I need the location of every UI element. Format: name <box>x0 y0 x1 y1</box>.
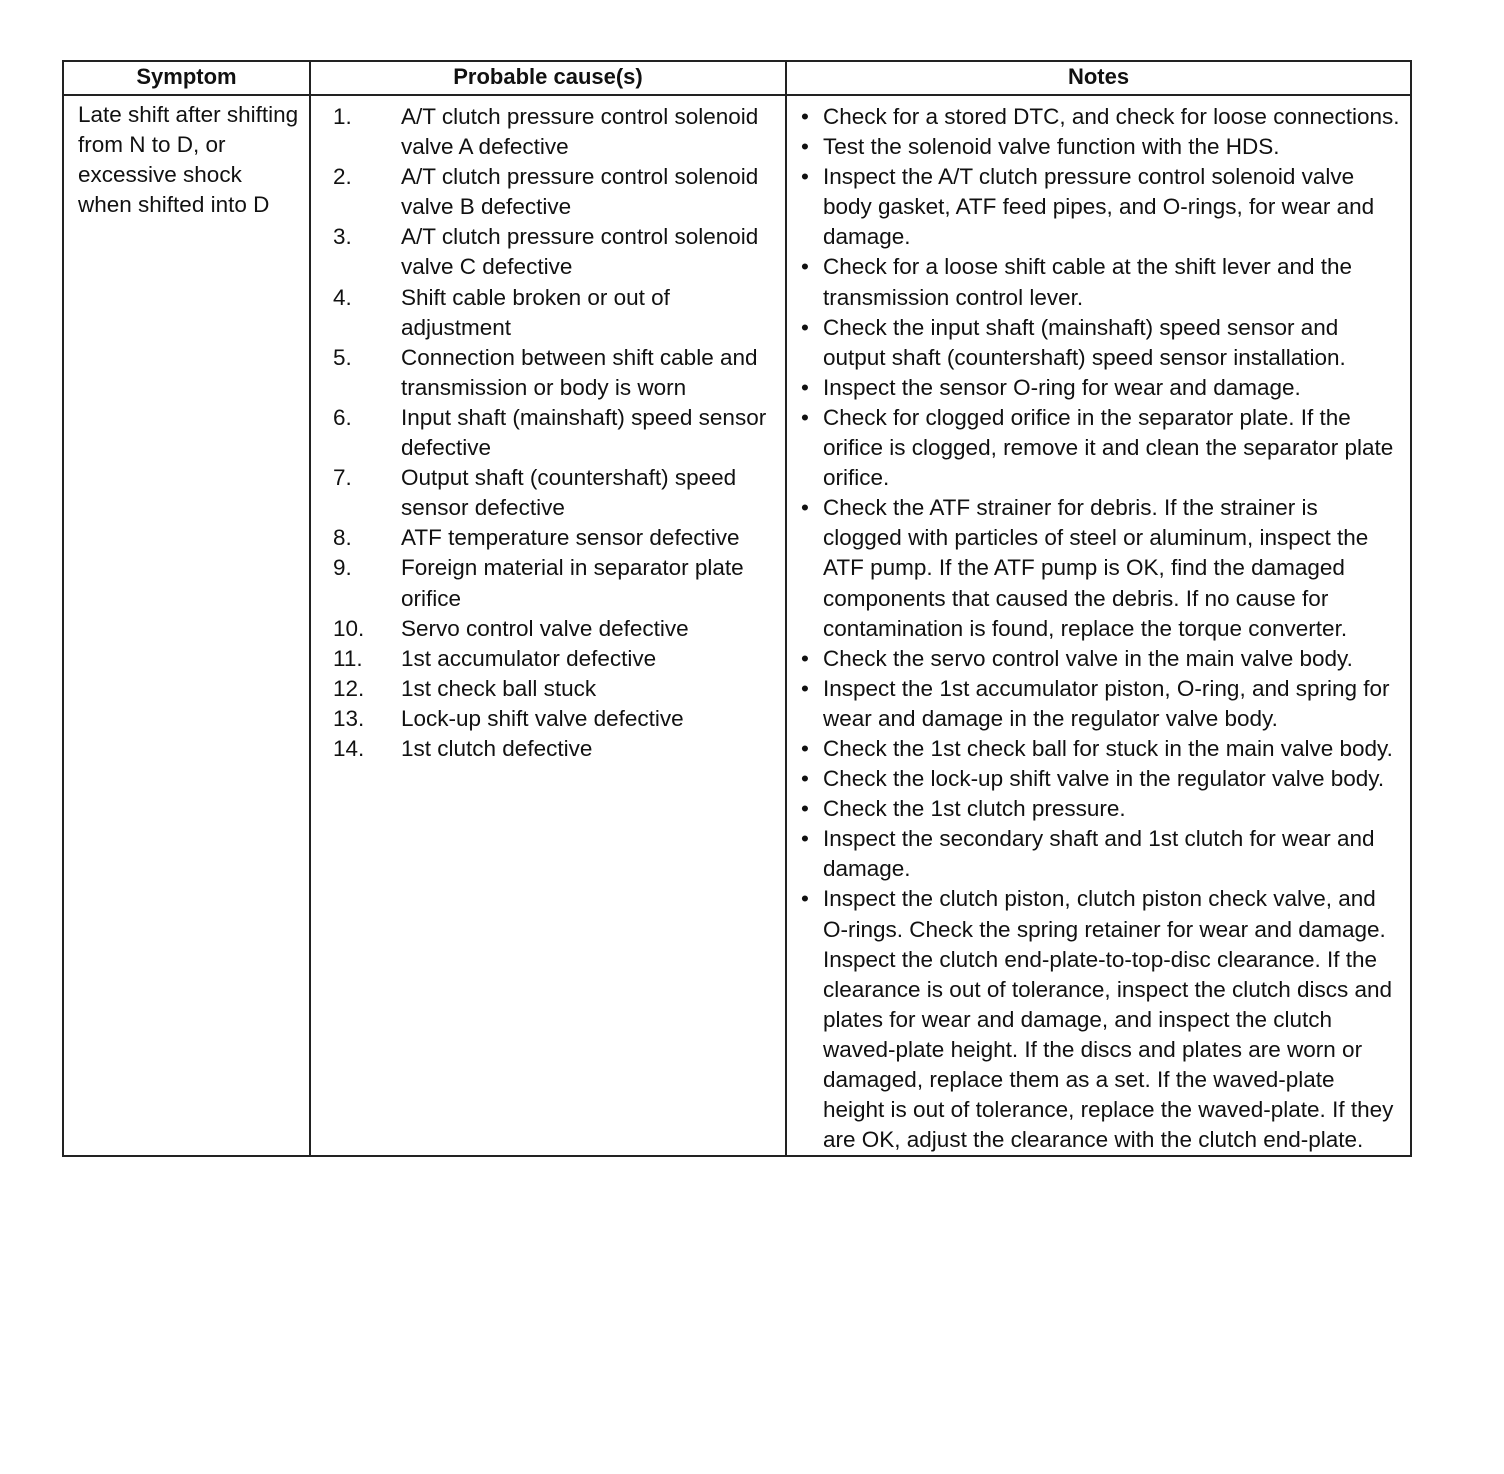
cause-text: 1st clutch defective <box>401 735 593 761</box>
note-item <box>801 824 1400 884</box>
cause-text: Servo control valve defective <box>401 615 689 641</box>
note-text: Inspect the sensor O-ring for wear and damage. <box>823 374 1301 400</box>
notes-header: Notes <box>786 61 1411 95</box>
causes-list <box>333 102 775 764</box>
note-item <box>801 644 1400 674</box>
cause-text: A/T clutch pressure control solenoid valve C defective <box>401 224 759 280</box>
cause-item <box>333 343 775 403</box>
note-text: Check the servo control valve in the main valve body. <box>823 645 1353 671</box>
note-text: Inspect the secondary shaft and 1st clutch for wear and damage. <box>823 826 1375 882</box>
bullet-icon: • <box>801 796 809 822</box>
note-item <box>801 794 1400 824</box>
note-text: Check the lock-up shift valve in the regulator valve body. <box>823 766 1385 792</box>
causes-header: Probable cause(s) <box>310 61 786 95</box>
cause-text: Lock-up shift valve defective <box>401 705 684 731</box>
bullet-icon: • <box>801 766 809 792</box>
bullet-icon: • <box>801 404 809 430</box>
header-row <box>63 61 1411 95</box>
note-item <box>801 734 1400 764</box>
cause-text: Input shaft (mainshaft) speed sensor defective <box>401 404 767 461</box>
note-item <box>801 403 1400 493</box>
note-text: Check the 1st check ball for stuck in the main valve body. <box>823 735 1393 761</box>
bullet-icon: • <box>801 675 809 701</box>
note-item <box>801 102 1400 132</box>
cause-text: Connection between shift cable and transmission or body is worn <box>401 344 758 400</box>
cause-number: 12. <box>333 675 365 701</box>
symptom-header: Symptom <box>63 61 310 95</box>
cause-number: 9. <box>333 555 352 581</box>
bullet-icon: • <box>801 374 809 400</box>
note-item <box>801 252 1400 312</box>
cause-text: Shift cable broken or out of adjustment <box>401 284 670 340</box>
cause-number: 4. <box>333 284 352 310</box>
note-text: Inspect the clutch piston, clutch piston check valve, and O-rings. Check the spring retainer for wear and damage. Inspect the clutch end-plate-to-top-disc clearance. If the clearance is out of tolerance, inspect the clutch discs and plates for wear and damage, and inspect the clutch waved-plate height. If the discs and plates are worn or damaged, replace them as a set. If the waved-plate height is out of tolerance, replace the waved-plate. If they are OK, adjust the clearance with the clutch end-plate. <box>823 886 1394 1153</box>
note-text: Check the 1st clutch pressure. <box>823 796 1126 822</box>
cause-item <box>333 704 775 734</box>
cause-text: A/T clutch pressure control solenoid valve A defective <box>401 104 759 160</box>
bullet-icon: • <box>801 735 809 761</box>
bullet-icon: • <box>801 826 809 852</box>
note-item <box>801 162 1400 252</box>
cause-item <box>333 734 775 764</box>
bullet-icon: • <box>801 495 809 521</box>
note-item <box>801 313 1400 373</box>
note-text: Check for a loose shift cable at the shift lever and the transmission control lever. <box>823 254 1353 310</box>
cause-item <box>333 553 775 613</box>
cause-item <box>333 463 775 523</box>
bullet-icon: • <box>801 254 809 280</box>
bullet-icon: • <box>801 104 809 129</box>
cause-number: 10. <box>333 615 365 641</box>
cause-text: A/T clutch pressure control solenoid valve B defective <box>401 164 759 220</box>
cause-text: Output shaft (countershaft) speed sensor defective <box>401 465 737 521</box>
bullet-icon: • <box>801 645 809 671</box>
note-item <box>801 493 1400 643</box>
note-item <box>801 132 1400 162</box>
note-item <box>801 373 1400 403</box>
note-text: Test the solenoid valve function with the HDS. <box>823 134 1280 160</box>
cause-text: 1st accumulator defective <box>401 645 657 671</box>
cause-number: 13. <box>333 705 365 731</box>
cause-number: 1. <box>333 104 352 129</box>
bullet-icon: • <box>801 314 809 340</box>
cause-text: 1st check ball stuck <box>401 675 597 701</box>
cause-item <box>333 102 775 162</box>
bullet-icon: • <box>801 164 809 190</box>
cause-text: Foreign material in separator plate orifice <box>401 555 744 611</box>
cause-text: ATF temperature sensor defective <box>401 525 740 551</box>
cause-item <box>333 283 775 343</box>
troubleshooting-sheet <box>62 60 1412 1157</box>
notes-list <box>801 102 1400 1155</box>
symptom-text: Late shift after shifting from N to D, or excessive shock when shifted into D <box>78 102 299 218</box>
bullet-icon: • <box>801 134 809 160</box>
cause-number: 7. <box>333 465 352 491</box>
note-item <box>801 884 1400 1155</box>
note-text: Check for clogged orifice in the separator plate. If the orifice is clogged, remove it and clean the separator plate orifice. <box>823 404 1394 491</box>
notes-cell <box>786 95 1411 1156</box>
cause-number: 5. <box>333 344 352 370</box>
note-item <box>801 764 1400 794</box>
note-text: Check the ATF strainer for debris. If the strainer is clogged with particles of steel or aluminum, inspect the ATF pump. If the ATF pump is OK, find the damaged components that caused the debris. If no cause for contamination is found, replace the torque converter. <box>823 495 1369 641</box>
cause-item <box>333 614 775 644</box>
bullet-icon: • <box>801 886 809 912</box>
note-text: Check the input shaft (mainshaft) speed sensor and output shaft (countershaft) speed sensor installation. <box>823 314 1346 370</box>
troubleshooting-table <box>62 60 1412 1157</box>
cause-item <box>333 162 775 222</box>
cause-number: 2. <box>333 164 352 190</box>
cause-item <box>333 523 775 553</box>
note-text: Inspect the 1st accumulator piston, O-ring, and spring for wear and damage in the regulator valve body. <box>823 675 1390 731</box>
cause-item <box>333 674 775 704</box>
note-item <box>801 674 1400 734</box>
cause-item <box>333 222 775 282</box>
causes-cell <box>310 95 786 1156</box>
cause-number: 3. <box>333 224 352 250</box>
cause-item <box>333 644 775 674</box>
cause-item <box>333 403 775 463</box>
note-text: Check for a stored DTC, and check for loose connections. <box>823 104 1400 129</box>
cause-number: 8. <box>333 525 352 551</box>
symptom-cell <box>63 95 310 1156</box>
note-text: Inspect the A/T clutch pressure control solenoid valve body gasket, ATF feed pipes, and O-rings, for wear and damage. <box>823 164 1375 250</box>
cause-number: 14. <box>333 735 365 761</box>
cause-number: 11. <box>333 645 363 671</box>
table-row <box>63 95 1411 1156</box>
cause-number: 6. <box>333 404 352 430</box>
